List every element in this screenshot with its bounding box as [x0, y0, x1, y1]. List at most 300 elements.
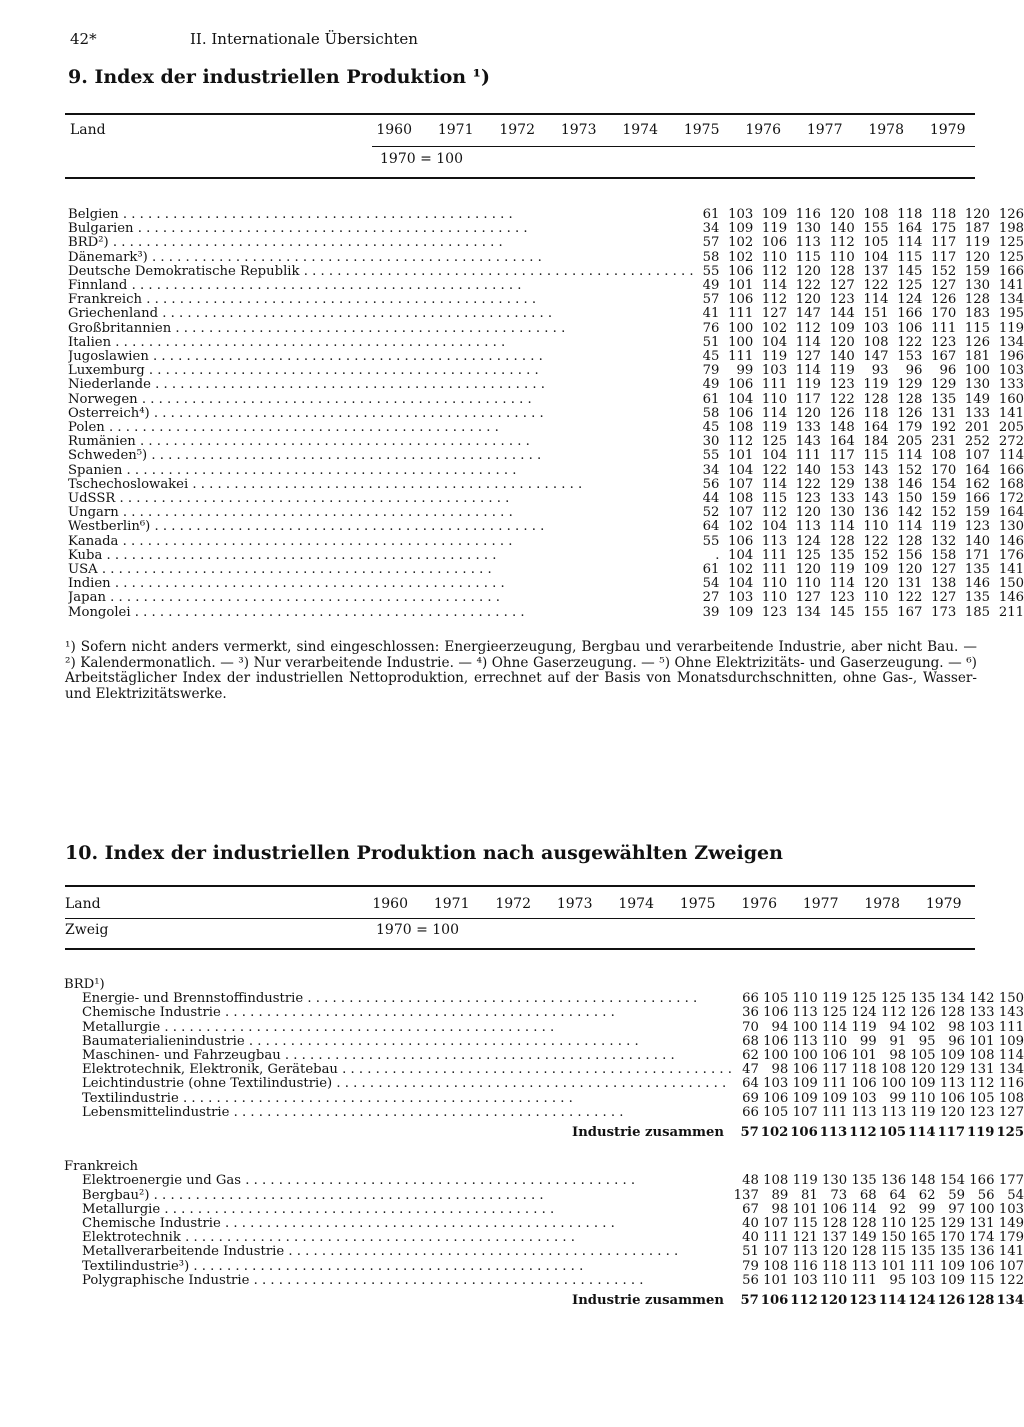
cell-value: 117 [829, 448, 855, 464]
cell-value: 100 [728, 320, 754, 336]
cell-value: 152 [931, 505, 957, 521]
cell-value: 115 [795, 249, 821, 265]
cell-value: 134 [998, 334, 1024, 350]
row-label: Ungarn . . . [68, 506, 694, 520]
cell-value: 133 [998, 377, 1024, 393]
cell-value: 130 [964, 377, 991, 393]
cell-value: 159 [931, 491, 957, 507]
cell-value: 100 [792, 1048, 818, 1064]
table-row [68, 336, 1024, 350]
cell-value: 140 [795, 462, 821, 478]
cell-value: 112 [761, 263, 788, 279]
cell-value: 179 [998, 1230, 1024, 1246]
year-header-1974: 1974 [622, 122, 658, 138]
cell-value: 101 [792, 1201, 818, 1217]
cell-value: 101 [728, 448, 754, 464]
cell-value: 126 [964, 334, 991, 350]
cell-value: 119 [931, 519, 957, 535]
cell-value: 128 [939, 1005, 966, 1021]
cell-value: 159 [964, 505, 991, 521]
cell-value: 58 [702, 405, 720, 421]
cell-value: 110 [761, 590, 788, 606]
table10-body [64, 978, 1024, 1308]
cell-value: 106 [790, 1125, 818, 1141]
cell-value: 106 [792, 1062, 818, 1078]
cell-value: 113 [880, 1104, 907, 1120]
cell-value: 45 [702, 420, 720, 436]
cell-value: 159 [964, 263, 991, 279]
cell-value: 166 [897, 306, 923, 322]
cell-value: 96 [939, 363, 957, 379]
cell-value: 99 [889, 1090, 907, 1106]
cell-value: 70 [742, 1019, 759, 1035]
row-label: Kanada . . . [68, 535, 694, 549]
cell-value: 119 [998, 320, 1024, 336]
cell-value: 127 [931, 590, 957, 606]
cell-value: 115 [792, 1216, 818, 1232]
cell-value: 109 [792, 1090, 818, 1106]
cell-value: 27 [702, 590, 720, 606]
cell-value: 146 [897, 476, 923, 492]
cell-value: 107 [998, 1258, 1024, 1274]
cell-value: 111 [795, 448, 821, 464]
cell-value: 196 [998, 349, 1024, 365]
cell-value: 122 [761, 462, 788, 478]
cell-value: 114 [761, 476, 788, 492]
table-row [64, 1174, 1024, 1188]
cell-value: 81 [800, 1187, 818, 1203]
cell-value: 119 [964, 235, 991, 251]
cell-value: 51 [702, 334, 720, 350]
cell-value: 108 [863, 334, 889, 350]
cell-value: 111 [761, 547, 788, 563]
cell-value: 119 [910, 1104, 936, 1120]
cell-value: 125 [880, 991, 907, 1007]
cell-value: 56 [742, 1272, 759, 1288]
cell-value: 34 [702, 221, 720, 237]
cell-value: 98 [771, 1062, 789, 1078]
cell-value: 123 [931, 334, 957, 350]
cell-value: 114 [863, 292, 889, 308]
cell-value: 143 [863, 462, 889, 478]
row-label: Bulgarien . . . [68, 222, 694, 236]
cell-value: 110 [863, 590, 889, 606]
cell-value: 152 [863, 547, 889, 563]
cell-value: 113 [792, 1005, 818, 1021]
cell-value: 145 [829, 604, 855, 620]
cell-value: 41 [702, 306, 720, 322]
cell-value: 112 [728, 434, 754, 450]
cell-value: 96 [948, 1033, 966, 1049]
row-label: Norwegen . . . [68, 393, 694, 407]
cell-value: 103 [998, 1201, 1024, 1217]
cell-value: 100 [964, 363, 991, 379]
cell-value: 55 [702, 533, 720, 549]
row-label: Frankreich [64, 1160, 139, 1175]
row-label: BRD¹) [64, 978, 105, 992]
row-label: Energie- und Brennstoffindustrie . . . [64, 992, 732, 1006]
cell-value: 108 [728, 491, 754, 507]
cell-value: 116 [998, 1076, 1024, 1092]
cell-value: 110 [880, 1216, 907, 1232]
cell-value: 140 [829, 221, 855, 237]
cell-value: 106 [822, 1201, 848, 1217]
cell-value: 108 [880, 1062, 907, 1078]
cell-value: 100 [728, 334, 754, 350]
row-label: Textilindustrie . . . [64, 1092, 732, 1106]
cell-value: 124 [851, 1005, 877, 1021]
cell-value: 113 [761, 533, 788, 549]
cell-value: 79 [742, 1258, 759, 1274]
cell-value: 164 [829, 434, 855, 450]
row-label: Kuba . . . [68, 549, 694, 563]
cell-value: 109 [939, 1048, 966, 1064]
cell-value: 49 [702, 377, 720, 393]
cell-value: 110 [792, 991, 818, 1007]
cell-value: 94 [771, 1019, 789, 1035]
cell-value: 110 [761, 249, 788, 265]
cell-value: 68 [859, 1187, 877, 1203]
cell-value: 187 [964, 221, 991, 237]
cell-value: 164 [964, 462, 991, 478]
cell-value: 104 [728, 576, 754, 592]
cell-value: 113 [792, 1033, 818, 1049]
cell-value: 114 [897, 235, 923, 251]
page-header [70, 30, 418, 48]
table10-sub-rule [65, 918, 975, 919]
cell-value: 109 [792, 1076, 818, 1092]
cell-value: 66 [742, 1104, 759, 1120]
cell-value: 123 [829, 590, 855, 606]
cell-value: 155 [863, 604, 889, 620]
cell-value: 106 [728, 263, 754, 279]
table-row [64, 1035, 1024, 1049]
cell-value: 128 [822, 1216, 848, 1232]
cell-value: 112 [795, 320, 821, 336]
cell-value: 105 [863, 235, 889, 251]
cell-value: 108 [763, 1258, 789, 1274]
cell-value: 127 [998, 1104, 1024, 1120]
cell-value: 58 [702, 249, 720, 265]
cell-value: 101 [851, 1048, 877, 1064]
cell-value: 119 [863, 377, 889, 393]
page-number: 42* [70, 30, 97, 48]
cell-value: 103 [969, 1019, 995, 1035]
cell-value: 154 [931, 476, 957, 492]
cell-value: 104 [761, 448, 788, 464]
cell-value: 121 [792, 1230, 818, 1246]
year-header-1975: 1975 [683, 122, 720, 138]
cell-value: 128 [829, 263, 855, 279]
cell-value: 131 [931, 405, 957, 421]
cell-value: 141 [998, 405, 1024, 421]
cell-value: 205 [897, 434, 923, 450]
cell-value: 198 [998, 221, 1024, 237]
cell-value: 106 [728, 533, 754, 549]
cell-value: 106 [939, 1090, 966, 1106]
cell-value: 135 [829, 547, 855, 563]
cell-value: 172 [998, 491, 1024, 507]
cell-value: 115 [897, 249, 923, 265]
cell-value: 103 [792, 1272, 818, 1288]
cell-value: 130 [964, 278, 991, 294]
cell-value: 98 [889, 1048, 907, 1064]
cell-value: 147 [795, 306, 821, 322]
cell-value: 111 [910, 1258, 936, 1274]
cell-value: 64 [702, 519, 720, 535]
cell-value: 152 [897, 462, 923, 478]
cell-value: 128 [829, 533, 855, 549]
cell-value: 129 [939, 1062, 966, 1078]
row-label: Chemische Industrie . . . [64, 1006, 732, 1020]
cell-value: 109 [822, 1090, 848, 1106]
cell-value: 125 [761, 434, 788, 450]
table-row [68, 293, 1024, 307]
cell-value: 120 [795, 292, 821, 308]
cell-value: 56 [977, 1187, 995, 1203]
table-row [68, 251, 1024, 265]
cell-value: 133 [829, 491, 855, 507]
cell-value: 195 [998, 306, 1024, 322]
table-row [64, 1049, 1024, 1063]
year-header-1973: 1973 [560, 122, 597, 138]
cell-value: 66 [742, 991, 759, 1007]
row-label: Lebensmittelindustrie . . . [64, 1106, 732, 1120]
cell-value: 122 [998, 1272, 1024, 1288]
cell-value: 120 [822, 1244, 848, 1260]
cell-value: 107 [964, 448, 991, 464]
cell-value: 115 [964, 320, 991, 336]
row-label: Luxemburg . . . [68, 364, 694, 378]
cell-value: 131 [897, 576, 923, 592]
cell-value: 127 [931, 278, 957, 294]
cell-value: 113 [819, 1125, 848, 1141]
cell-value: 100 [969, 1201, 995, 1217]
cell-value: 118 [863, 405, 889, 421]
cell-value: 114 [795, 363, 821, 379]
cell-value: 114 [851, 1201, 877, 1217]
cell-value: 135 [851, 1173, 877, 1189]
cell-value: 136 [969, 1244, 995, 1260]
cell-value: 113 [792, 1244, 818, 1260]
row-label: Belgien . . . [68, 208, 694, 222]
year-header-1979: 1979 [925, 896, 962, 912]
cell-value: 131 [969, 1216, 995, 1232]
cell-value: 126 [897, 405, 923, 421]
cell-value: 125 [822, 1005, 848, 1021]
cell-value: 106 [761, 235, 788, 251]
cell-value: 125 [998, 235, 1024, 251]
cell-value: 94 [889, 1019, 907, 1035]
cell-value: 124 [908, 1293, 936, 1309]
cell-value: 57 [740, 1125, 759, 1141]
row-label: Niederlande . . . [68, 378, 694, 392]
cell-value: 120 [964, 249, 991, 265]
cell-value: 106 [851, 1076, 877, 1092]
cell-value: 99 [859, 1033, 877, 1049]
cell-value: 137 [733, 1187, 759, 1203]
row-label: Italien . . . [68, 336, 694, 350]
cell-value: 135 [910, 991, 936, 1007]
cell-value: 61 [702, 207, 720, 222]
cell-value: 111 [931, 320, 957, 336]
cell-value: 118 [822, 1258, 848, 1274]
cell-value: 148 [910, 1173, 936, 1189]
cell-value: 127 [931, 562, 957, 578]
cell-value: 119 [829, 363, 855, 379]
cell-value: 164 [863, 420, 889, 436]
cell-value: 95 [918, 1033, 936, 1049]
cell-value: 156 [897, 547, 923, 563]
cell-value: 177 [998, 1173, 1024, 1189]
cell-value: 164 [998, 505, 1024, 521]
cell-value: 128 [851, 1216, 877, 1232]
cell-value: 120 [964, 207, 991, 222]
cell-value: 167 [931, 349, 957, 365]
cell-value: 114 [878, 1293, 907, 1309]
row-label: Metallurgie . . . [64, 1203, 732, 1217]
cell-value: 120 [819, 1293, 848, 1309]
table9-footnotes: ¹) Sofern nicht anders vermerkt, sind eingeschlossen: Energieerzeugung, Bergbau und verarbeitende Industrie, aber nicht Bau. — ²) Kalendermonatlich. — ³) Nur verarbeitende Industrie. — ⁴) Ohne Gaserzeugung. — ⁵) Ohne Elektrizitäts- und Gaserzeugung. — ⁶) Arbeitstäglicher Index der industriellen Nettoproduktion, errechnet auf der Basis von Monatsdurchschnitten, ohne Gas-, Wasser- und Elektrizitätswerke. [65, 639, 977, 702]
cell-value: 110 [761, 391, 788, 407]
row-label: Mongolei . . . [68, 606, 694, 620]
cell-value: 120 [795, 263, 821, 279]
table-row [68, 478, 1024, 492]
cell-value: 110 [829, 249, 855, 265]
row-label: Frankreich . . . [68, 293, 694, 307]
cell-value: 93 [871, 363, 889, 379]
cell-value: 185 [964, 604, 991, 620]
row-label: Rumänien . . . [68, 435, 694, 449]
cell-value: 56 [702, 476, 720, 492]
cell-value: 112 [761, 292, 788, 308]
row-label: Textilindustrie³) . . . [64, 1260, 732, 1274]
cell-value: 64 [889, 1187, 907, 1203]
table-row [64, 1092, 1024, 1106]
cell-value: 69 [742, 1090, 759, 1106]
cell-value: 134 [939, 991, 966, 1007]
year-header-1971: 1971 [433, 896, 470, 912]
cell-value: 119 [822, 991, 848, 1007]
cell-value: 111 [998, 1019, 1024, 1035]
cell-value: 109 [998, 1033, 1024, 1049]
section-title: II. Internationale Übersichten [190, 30, 418, 48]
cell-value: 129 [897, 377, 923, 393]
cell-value: 106 [763, 1090, 789, 1106]
row-label: Griechenland . . . [68, 307, 694, 321]
cell-value: 111 [761, 562, 788, 578]
cell-value: 64 [742, 1076, 759, 1092]
row-label: Spanien . . . [68, 464, 694, 478]
cell-value: 112 [790, 1293, 818, 1309]
cell-value: 105 [763, 1104, 789, 1120]
row-label: Indien . . . [68, 577, 694, 591]
cell-value: 118 [897, 207, 923, 222]
cell-value: 108 [763, 1173, 789, 1189]
cell-value: 120 [863, 576, 889, 592]
table-row [68, 407, 1024, 421]
cell-value: 111 [728, 349, 754, 365]
cell-value: 153 [897, 349, 923, 365]
year-header-1972: 1972 [495, 896, 531, 912]
cell-value: 107 [728, 505, 754, 521]
cell-value: 120 [829, 334, 855, 350]
cell-value: 113 [939, 1076, 966, 1092]
table9-sub-rule [372, 146, 975, 147]
row-label: Chemische Industrie . . . [64, 1217, 732, 1231]
cell-value: 101 [880, 1258, 907, 1274]
year-header-1978: 1978 [868, 122, 904, 138]
cell-value: 55 [702, 448, 720, 464]
cell-value: 112 [880, 1005, 907, 1021]
cell-value: 120 [795, 405, 821, 421]
table-row [64, 1006, 1024, 1020]
cell-value: 128 [851, 1244, 877, 1260]
cell-value: 102 [910, 1019, 936, 1035]
cell-value: 98 [771, 1201, 789, 1217]
table-row [68, 265, 1024, 279]
cell-value: 111 [851, 1272, 877, 1288]
cell-value: 201 [964, 420, 991, 436]
cell-value: 115 [880, 1244, 907, 1260]
cell-value: 125 [851, 991, 877, 1007]
row-label: Polen . . . [68, 421, 694, 435]
cell-value: 123 [829, 377, 855, 393]
cell-value: 101 [728, 278, 754, 294]
year-header-1977: 1977 [802, 896, 839, 912]
cell-value: 166 [998, 263, 1024, 279]
cell-value: 117 [931, 249, 957, 265]
cell-value: 171 [964, 547, 991, 563]
cell-value: 76 [702, 320, 720, 336]
cell-value: 127 [795, 349, 821, 365]
year-header-1973: 1973 [556, 896, 593, 912]
table-row [64, 1203, 1024, 1217]
cell-value: 109 [829, 320, 855, 336]
cell-value: 125 [998, 249, 1024, 265]
year-header-1979: 1979 [929, 122, 966, 138]
cell-value: 57 [740, 1293, 759, 1309]
cell-value: 127 [761, 306, 788, 322]
cell-value: 160 [998, 391, 1024, 407]
cell-value: 122 [897, 590, 923, 606]
cell-value: 109 [939, 1258, 966, 1274]
cell-value: 106 [728, 292, 754, 308]
cell-value: 107 [763, 1216, 789, 1232]
cell-value: 166 [964, 491, 991, 507]
row-label: USA . . . [68, 563, 694, 577]
cell-value: 107 [792, 1104, 818, 1120]
cell-value: 111 [822, 1076, 848, 1092]
year-header-1960: 1960 [376, 122, 412, 138]
year-header-1971: 1971 [437, 122, 474, 138]
cell-value: 135 [964, 590, 991, 606]
table-row [68, 421, 1024, 435]
cell-value: 103 [998, 363, 1024, 379]
cell-value: 134 [998, 1062, 1024, 1078]
cell-value: 128 [966, 1293, 995, 1309]
cell-value: 123 [849, 1293, 877, 1309]
table-row [68, 393, 1024, 407]
cell-value: 143 [863, 491, 889, 507]
table-row [68, 236, 1024, 250]
cell-value: 96 [905, 363, 923, 379]
table-row [68, 606, 1024, 620]
cell-value: 106 [763, 1033, 789, 1049]
table-row [68, 378, 1024, 392]
cell-value: 114 [761, 278, 788, 294]
cell-value: 125 [795, 547, 821, 563]
